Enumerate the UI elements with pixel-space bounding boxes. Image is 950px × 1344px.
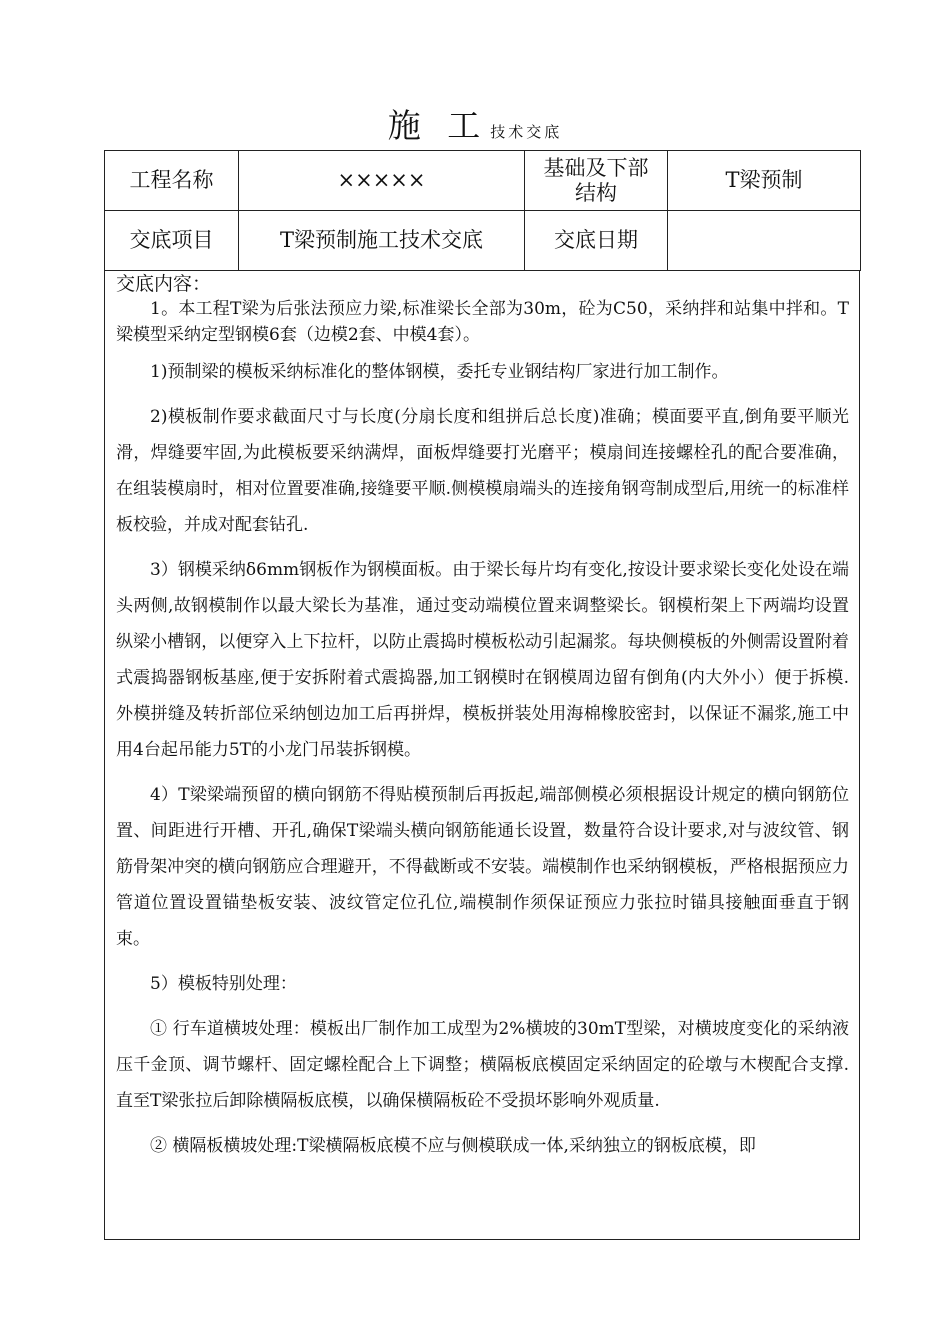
title-main: 施 工 (387, 106, 489, 145)
content-label: 交底内容： (116, 273, 212, 295)
document-title (0, 100, 950, 147)
paragraph-6: 5）模板特别处理： (150, 974, 297, 994)
paragraph-4: 3）钢模采纳δ6mm钢板作为钢模面板。由于梁长每片均有变化,按设计要求梁长变化处设在端头两侧,故钢模制作以最大梁长为基准，通过变动端模位置来调整梁长。钢模桁架上下两端均设置纵梁小槽钢，以便穿入上下拉杆，以防止震捣时模板松动引起漏浆。每块侧模板的外侧需设置附着式震捣器钢板基座,便于安拆附着式震捣器,加工钢模时在钢模周边留有倒角(内大外小）便于拆模.外模拼缝及转折部位采纳刨边加工后再拼焊，模板拼装处用海棉橡胶密封，以保证不漏浆,施工中用4台起吊能力5T的小龙门吊装拆钢模。 (116, 560, 849, 760)
date-value (668, 211, 861, 271)
item-label: 交底项目 (105, 211, 239, 271)
paragraph-5: 4）T梁梁端预留的横向钢筋不得贴模预制后再扳起,端部侧模必须根据设计规定的横向钢筋位置、间距进行开槽、开孔,确保T梁端头横向钢筋能通长设置，数量符合设计要求,对与波纹管、钢筋骨架冲突的横向钢筋应合理避开，不得截断或不安装。端模制作也采纳钢模板，严格根据预应力管道位置设置锚垫板安装、波纹管定位孔位,端模制作须保证预应力张拉时锚具接触面垂直于钢束。 (116, 785, 849, 949)
paragraph-7: ① 行车道横坡处理：模板出厂制作加工成型为2%横坡的30mT型梁，对横坡度变化的采纳液压千金顶、调节螺杆、固定螺栓配合上下调整；横隔板底模固定采纳固定的砼墩与木楔配合支撑.直至T梁张拉后卸除横隔板底模，以确保横隔板砼不受损坏影响外观质量. (116, 1019, 849, 1111)
section-label: 基础及下部结构 (525, 151, 668, 211)
project-name-label: 工程名称 (105, 151, 239, 211)
info-row-item (105, 211, 861, 271)
info-row-project (105, 151, 861, 211)
section-value: T梁预制 (668, 151, 861, 211)
paragraph-3: 2)模板制作要求截面尺寸与长度(分扇长度和组拼后总长度)准确；模面要平直,倒角要平顺光滑，焊缝要牢固,为此模板要采纳满焊，面板焊缝要打光磨平；模扇间连接螺栓孔的配合要准确，在组装模扇时，相对位置要准确,接缝要平顺.侧模模扇端头的连接角钢弯制成型后,用统一的标准样板校验，并成对配套钻孔. (116, 407, 849, 535)
date-label: 交底日期 (525, 211, 668, 271)
paragraph-8: ② 横隔板横坡处理:T梁横隔板底模不应与侧模联成一体,采纳独立的钢板底模，即 (150, 1136, 756, 1156)
project-name-value: ××××× (239, 151, 525, 211)
item-value: T梁预制施工技术交底 (239, 211, 525, 271)
paragraph-1: 1。本工程T梁为后张法预应力梁,标准梁长全部为30m，砼为C50，采纳拌和站集中拌和。T梁模型采纳定型钢模6套（边模2套、中模4套）。 (116, 299, 849, 345)
info-table (104, 150, 861, 271)
title-sub: 技术交底 (490, 123, 563, 141)
paragraph-2: 1)预制梁的模板采纳标准化的整体钢模，委托专业钢结构厂家进行加工制作。 (150, 362, 729, 382)
content-section (104, 270, 860, 1240)
